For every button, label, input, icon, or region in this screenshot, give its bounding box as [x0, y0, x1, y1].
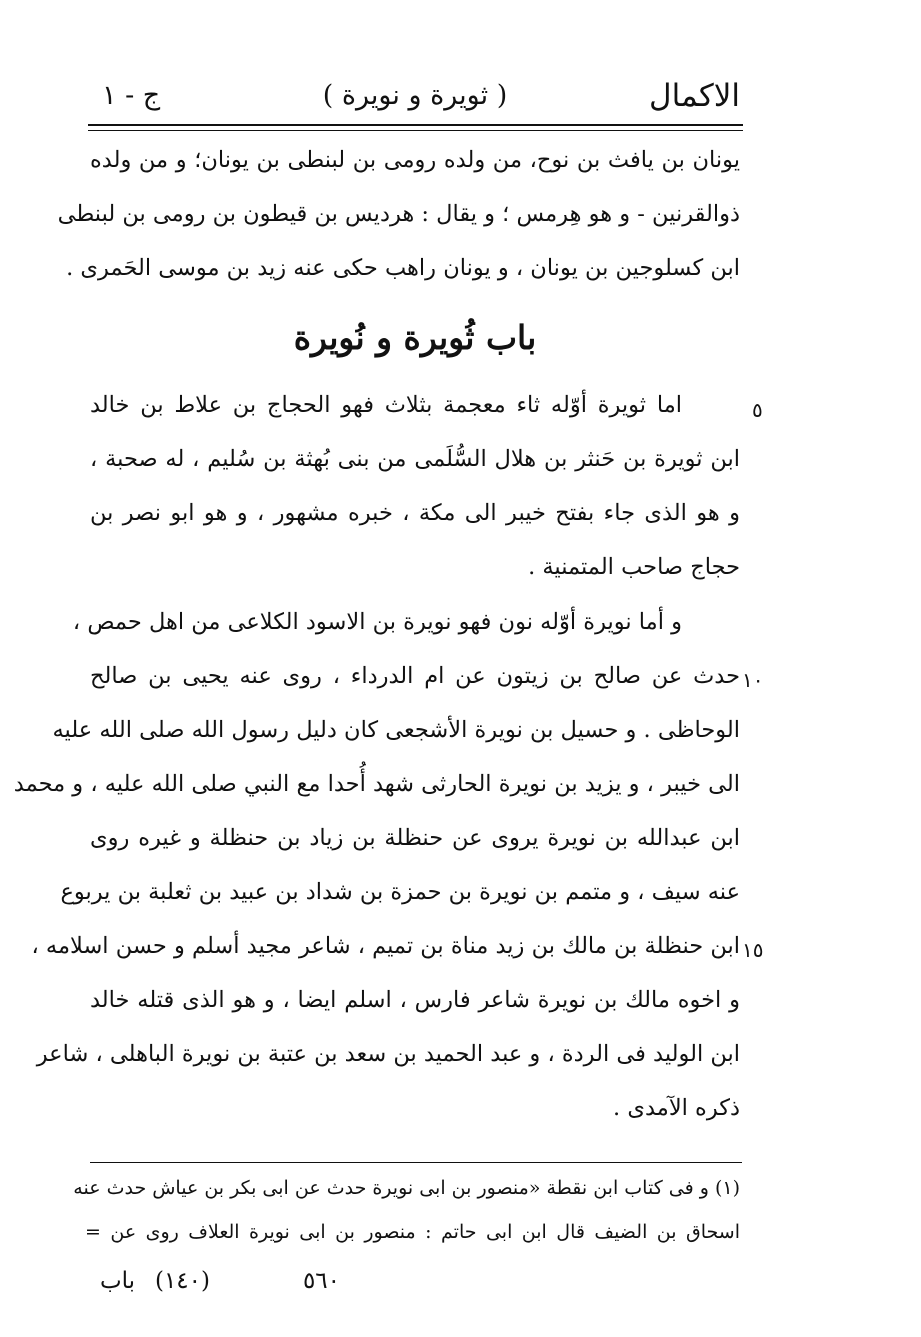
paragraph-nuwayra [13, 595, 740, 1135]
text-line: و هو الذى جاء بفتح خيبر الى مكة ، خبره مشهور ، و هو ابو نصر بن [90, 500, 740, 526]
volume-label: ج - ١ [102, 80, 161, 111]
text-line: و اخوه مالك بن نويرة شاعر فارس ، اسلم ايضا ، و هو الذى قتله خالد [90, 987, 740, 1013]
section-title: ( ثويرة و نويرة ) [322, 80, 508, 111]
footnote-rule [90, 1162, 742, 1163]
footnotes [73, 1166, 740, 1254]
text-line: ابن حنظلة بن مالك بن زيد مناة بن تميم ، شاعر مجيد أسلم و حسن اسلامه ، [31, 933, 740, 959]
continued-paragraph [57, 133, 740, 295]
line-number: ٥ [752, 398, 763, 422]
text-line: الى خيبر ، و يزيد بن نويرة الحارثى شهد أُحدا مع النبي صلى الله عليه ، و محمد [13, 771, 740, 797]
page-footer [90, 1262, 740, 1302]
text-line: ابن عبدالله بن نويرة يروى عن حنظلة بن زياد بن حنظلة و غيره روى [90, 825, 740, 851]
catchword: باب [100, 1268, 136, 1294]
line-number: ١٠ [742, 668, 764, 692]
text-line: حدث عن صالح بن زيتون عن ام الدرداء ، روى عنه يحيى بن صالح [90, 663, 740, 689]
text-line: عنه سيف ، و متمم بن نويرة بن حمزة بن شداد بن عبيد بن ثعلبة بن يربوع [60, 879, 740, 905]
header-rule-thin [88, 130, 743, 131]
text-line: ابن الوليد فى الردة ، و عبد الحميد بن سعد بن عتبة بن نويرة الباهلى ، شاعر [36, 1041, 740, 1067]
page-number: ٥٦٠ [302, 1268, 340, 1294]
text-line: ذكره الآمدى . [613, 1095, 740, 1121]
sequence-number: (١٤٠) [154, 1268, 210, 1294]
footnote-line: اسحاق بن الضيف قال ابن ابى حاتم : منصور بن ابى نويرة العلاف روى عن = [85, 1221, 740, 1243]
text-line: حجاج صاحب المتمنية . [528, 554, 740, 580]
paragraph-thuwayra [90, 378, 740, 594]
header-rule-thick [88, 124, 743, 126]
book-title: الاكمال [649, 78, 740, 114]
text-line: ابن كسلوجين بن يونان ، و يونان راهب حكى عنه زيد بن موسى الحَمرى . [66, 255, 740, 281]
text-line: الوحاظى . و حسيل بن نويرة الأشجعى كان دليل رسول الله صلى الله عليه [52, 717, 740, 743]
footnote-line: (١) و فى كتاب ابن نقطة «منصور بن ابى نويرة حدث عن ابى بكر بن عياش حدث عنه [73, 1177, 740, 1199]
text-line: اما ثويرة أوّله ثاء معجمة بثلاث فهو الحجاج بن علاط بن خالد [90, 392, 682, 418]
text-line: و أما نويرة أوّله نون فهو نويرة بن الاسود الكلاعى من اهل حمص ، [72, 609, 682, 635]
line-number: ١٥ [742, 938, 764, 962]
running-header [90, 72, 740, 124]
text-line: ابن ثويرة بن حَنثر بن هلال السُّلَمى من بنى بُهثة بن سُليم ، له صحبة ، [90, 446, 740, 472]
text-line: ذوالقرنين - و هو هِرمس ؛ و يقال : هرديس بن قيطون بن رومى بن لبنطى [57, 201, 740, 227]
text-line: يونان بن يافث بن نوح، من ولده رومى بن لبنطى بن يونان؛ و من ولده [90, 147, 740, 173]
chapter-heading: باب ثُويرة و نُويرة [293, 318, 537, 357]
